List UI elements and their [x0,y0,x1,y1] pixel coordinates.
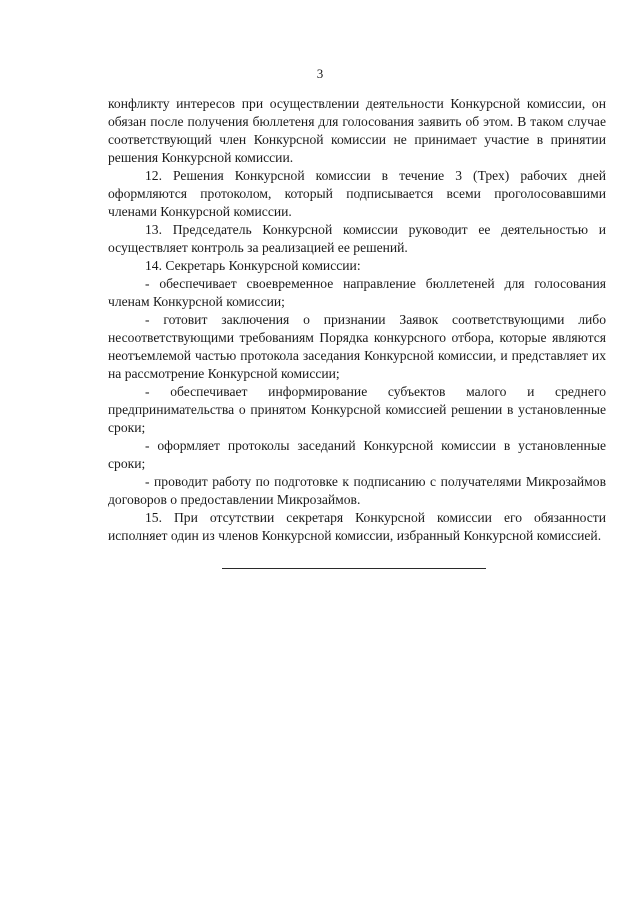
page-number: 3 [316,66,324,81]
list-item-conclusions: - готовит заключения о признании Заявок соответствующими либо несоответствующими требованиям Порядка конкурсного отбора, которые являются неотъемлемой частью протокола заседания Конкурсной комиссии, и представляет их на рассмотрение Конкурсной комиссии; [108,312,606,381]
paragraph-13: 13. Председатель Конкурсной комиссии руководит ее деятельностью и осуществляет контроль за реализацией ее решений. [108,222,606,255]
list-item-informing: - обеспечивает информирование субъектов малого и среднего предпринимательства о принятом Конкурсной комиссией решении в установленные сроки; [108,384,606,435]
paragraph-continuation: конфликту интересов при осуществлении деятельности Конкурсной комиссии, он обязан после получения бюллетеня для голосования заявить об этом. В таком случае соответствующий член Конкурсной комиссии не принимает участие в принятии решения Конкурсной комиссии. [108,96,606,165]
list-item-ballots: - обеспечивает своевременное направление бюллетеней для голосования членам Конкурсной комиссии; [108,276,606,309]
paragraph-12: 12. Решения Конкурсной комиссии в течение 3 (Трех) рабочих дней оформляются протоколом, который подписывается всеми проголосовавшими членами Конкурсной комиссии. [108,168,606,219]
paragraph-15: 15. При отсутствии секретаря Конкурсной комиссии его обязанности исполняет один из членов Конкурсной комиссии, избранный Конкурсной комиссией. [108,510,606,543]
list-item-contracts: - проводит работу по подготовке к подписанию с получателями Микрозаймов договоров о предоставлении Микрозаймов. [108,474,606,507]
paragraph-14-heading: 14. Секретарь Конкурсной комиссии: [145,258,361,273]
end-of-document-rule [222,568,486,569]
list-item-protocols: - оформляет протоколы заседаний Конкурсной комиссии в установленные сроки; [108,438,606,471]
document-body [108,95,606,545]
